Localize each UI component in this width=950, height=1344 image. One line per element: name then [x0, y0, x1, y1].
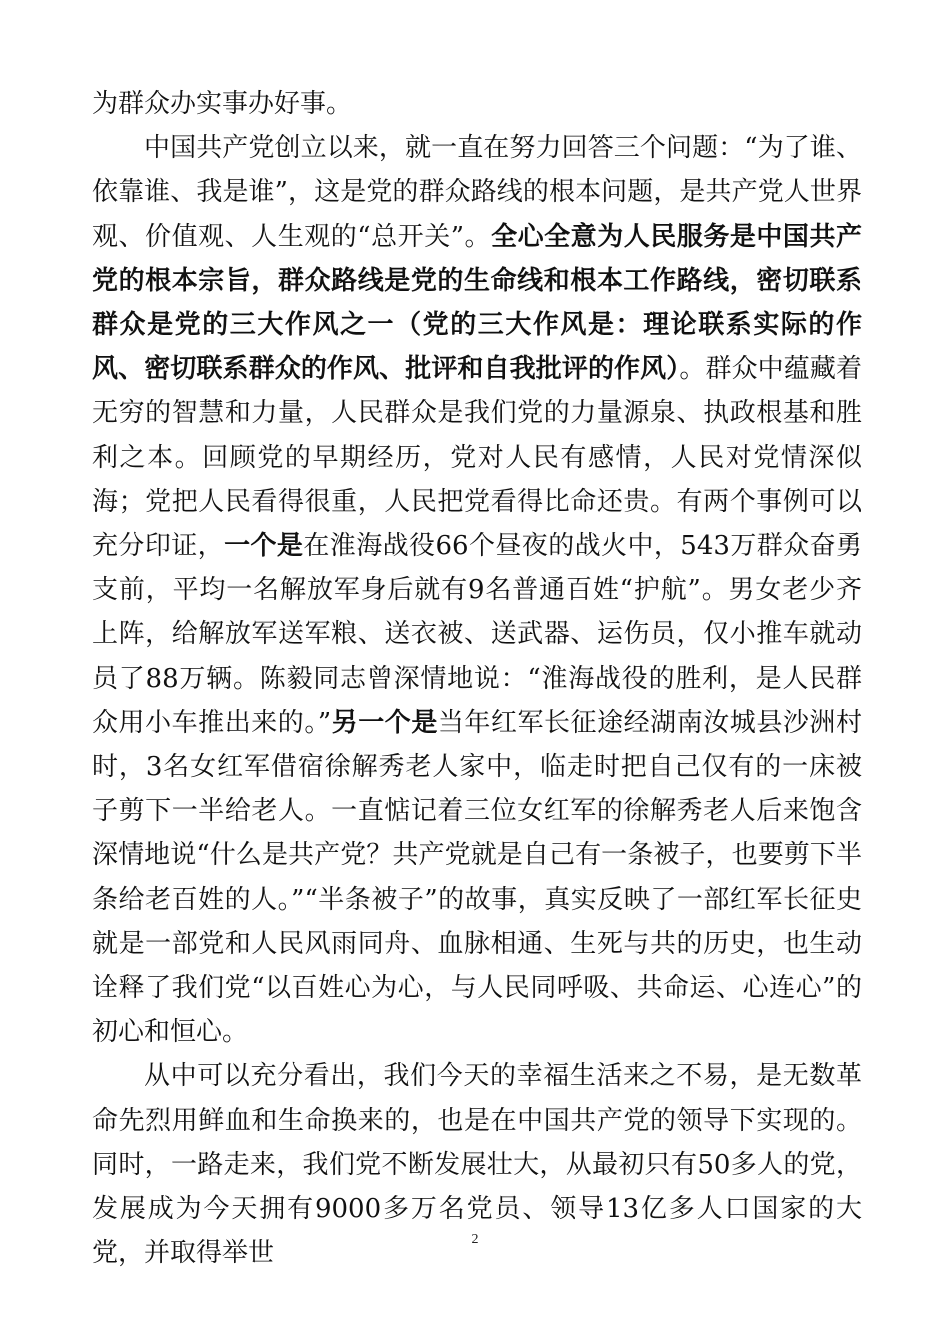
- paragraph-2-bold-1: 全心全意为人民服务是中国共产党的根本宗旨，群众路线是党的生命线和根本工作路线，密切联系群众是党的三大作风之一（党的三大作风是：理论联系实际的作风、密切联系群众的作风、批评和自我批评的作风）: [92, 221, 862, 385]
- paragraph-2-bold-2: 一个是: [224, 531, 304, 562]
- document-body: [92, 82, 862, 1275]
- paragraph-2-text-4: 当年红军长征途经湖南汝城县沙洲村时，3名女红军借宿徐解秀老人家中，临走时把自己仅有的一床被子剪下一半给老人。一直惦记着三位女红军的徐解秀老人后来饱含深情地说“什么是共产党？共产党就是自己有一条被子，也要剪下半条给老百姓的人。”“半条被子”的故事，真实反映了一部红军长征史就是一部党和人民风雨同舟、血脉相通、生死与共的历史，也生动诠释了我们党“以百姓心为心，与人民同呼吸、共命运、心连心”的初心和恒心。: [92, 707, 862, 1048]
- page-number: 2: [471, 1232, 479, 1247]
- paragraph-2-text-1: 中国共产党创立以来，就一直在努力回答三个问题：“为了谁、依靠谁、我是谁”，这是党的群众路线的根本问题，是共产党人世界观、价值观、人生观的“总开关”。: [92, 133, 862, 252]
- paragraph-2-bold-3: 另一个是: [331, 707, 438, 738]
- paragraph-1: 为群众办实事办好事。: [92, 89, 353, 119]
- paragraph-2: [92, 126, 862, 1054]
- paragraph-2-text-3: 在淮海战役66个昼夜的战火中，543万群众奋勇支前，平均一名解放军身后就有9名普通百姓“护航”。男女老少齐上阵，给解放军送军粮、送衣被、送武器、运伤员，仅小推车就动员了88万辆。陈毅同志曾深情地说：“淮海战役的胜利，是人民群众用小车推出来的。”: [92, 531, 862, 738]
- paragraph-3: 从中可以充分看出，我们今天的幸福生活来之不易，是无数革命先烈用鲜血和生命换来的，也是在中国共产党的领导下实现的。同时，一路走来，我们党不断发展壮大，从最初只有50多人的党，发展成为今天拥有9000多万名党员、领导13亿多人口国家的大党，并取得举世: [92, 1061, 862, 1269]
- paragraph-2-text-2: 。群众中蕴藏着无穷的智慧和力量，人民群众是我们党的力量源泉、执政根基和胜利之本。回顾党的早期经历，党对人民有感情，人民对党情深似海；党把人民看得很重，人民把党看得比命还贵。有两个事例可以充分印证，: [92, 354, 862, 562]
